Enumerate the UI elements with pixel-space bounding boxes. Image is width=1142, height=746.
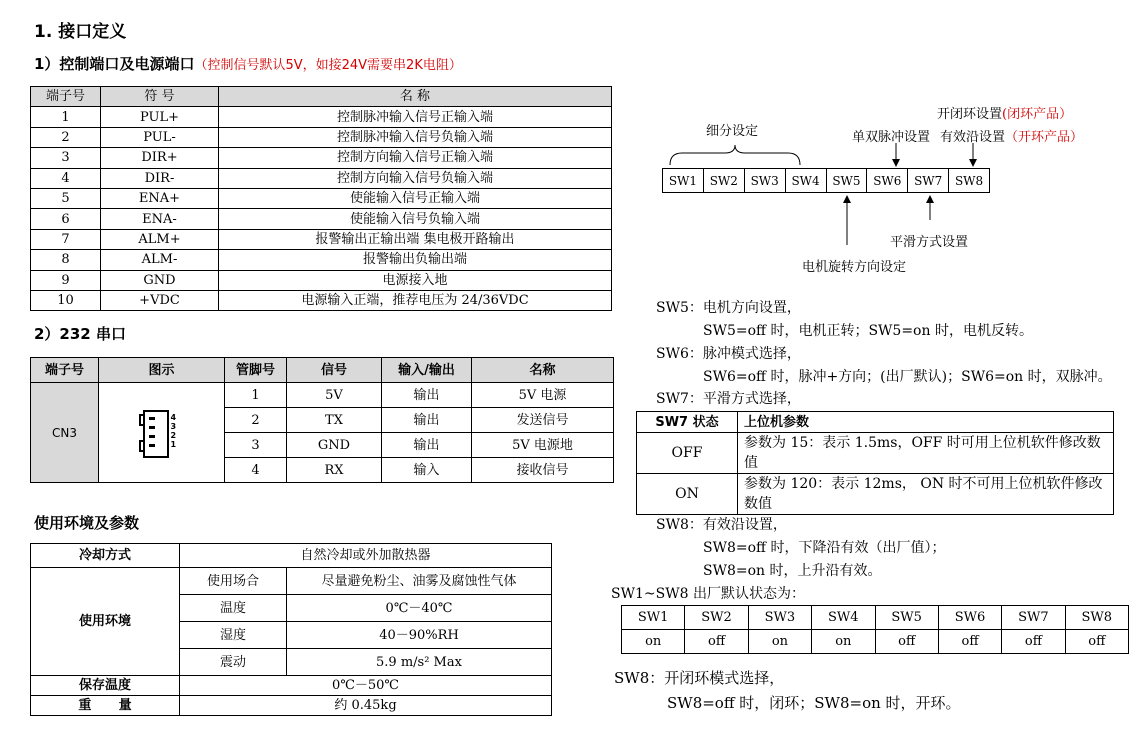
table-row <box>31 107 612 127</box>
dip-sw8: SW8 <box>949 169 990 193</box>
dip-sw1: SW1 <box>663 169 704 193</box>
cell: 5.9 m/s² Max <box>287 649 552 676</box>
label-sw8-text: 开闭环设置 <box>937 107 1003 122</box>
table-row <box>31 168 612 188</box>
cell: 5V <box>287 383 382 408</box>
sw7-off: OFF <box>637 433 738 474</box>
serial-port-title: 2）232 串口 <box>34 325 126 343</box>
cell: 温度 <box>180 595 287 622</box>
header-signal: 信号 <box>287 358 382 383</box>
header-symbol: 符 号 <box>101 87 219 107</box>
cell: 输出 <box>382 408 472 433</box>
sw7-on-desc: 参数为 120：表示 12ms， ON 时不可用上位机软件修改数值 <box>738 474 1114 515</box>
table-row <box>31 188 612 208</box>
cell: +VDC <box>101 290 219 310</box>
serial-port-table <box>30 357 614 483</box>
cell: SW8 <box>1065 606 1128 630</box>
header-terminal: 端子号 <box>31 358 99 383</box>
storage-label: 保存温度 <box>31 676 180 696</box>
label-sw6: 单双脉冲设置 <box>852 130 931 145</box>
sw7-header-param: 上位机参数 <box>738 412 1114 433</box>
cell: SW6 <box>938 606 1001 630</box>
cell: 输出 <box>382 383 472 408</box>
cell: 接收信号 <box>472 458 614 483</box>
sw7-header-state: SW7 状态 <box>637 412 738 433</box>
label-subdivision: 细分设定 <box>706 124 759 139</box>
pin-label: 3 <box>170 421 177 431</box>
cell: 震动 <box>180 649 287 676</box>
cell: RX <box>287 458 382 483</box>
sw8-line2: SW8=on 时，上升沿有效。 <box>703 563 882 579</box>
table-row <box>31 568 552 595</box>
defaults-state-row <box>622 630 1129 654</box>
dip-sw4: SW4 <box>785 169 826 193</box>
cooling-value: 自然冷却或外加散热器 <box>180 544 552 568</box>
header-io: 输入/输出 <box>382 358 472 383</box>
cell: 报警输出正输出端 集电极开路输出 <box>219 229 612 249</box>
cell: 6 <box>31 209 101 229</box>
sw7-on: ON <box>637 474 738 515</box>
cell: 3 <box>31 148 101 168</box>
weight-value: 约 0.45kg <box>180 696 552 716</box>
table-row <box>31 250 612 270</box>
pin-label: 1 <box>170 439 177 449</box>
cell: off <box>875 630 938 654</box>
cell: off <box>1002 630 1065 654</box>
defaults-title: SW1~SW8 出厂默认状态为： <box>611 586 805 602</box>
cooling-label: 冷却方式 <box>31 544 180 568</box>
label-sw7 <box>940 126 1083 145</box>
table-row <box>31 696 552 716</box>
cell: off <box>685 630 748 654</box>
cell: DIR+ <box>101 148 219 168</box>
connector-diagram <box>99 383 225 483</box>
cell: TX <box>287 408 382 433</box>
cell: 3 <box>225 433 287 458</box>
cell: GND <box>287 433 382 458</box>
label-direction: 电机旋转方向设定 <box>802 260 907 275</box>
dip-sw3: SW3 <box>744 169 785 193</box>
cell: 控制脉冲输入信号负输入端 <box>219 127 612 147</box>
header-diagram: 图示 <box>99 358 225 383</box>
control-port-title-text: 1）控制端口及电源端口 <box>34 55 195 73</box>
label-sw7-red: （开环产品） <box>1005 130 1084 145</box>
cell: 输出 <box>382 433 472 458</box>
cell: ENA+ <box>101 188 219 208</box>
header-name: 名称 <box>472 358 614 383</box>
environment-table <box>30 543 552 716</box>
dip-sw6: SW6 <box>867 169 908 193</box>
cell: 5 <box>31 188 101 208</box>
cell: DIR- <box>101 168 219 188</box>
table-header-row <box>31 358 614 383</box>
cell: SW2 <box>685 606 748 630</box>
env-label: 使用环境 <box>31 568 180 676</box>
label-sw7-text: 有效沿设置 <box>940 130 1006 145</box>
sw8-loop-detail: SW8=off 时，闭环；SW8=on 时，开环。 <box>667 694 961 712</box>
cell: 1 <box>225 383 287 408</box>
section-title: 1. 接口定义 <box>34 22 127 42</box>
header-name: 名 称 <box>219 87 612 107</box>
sw6-title: SW6：脉冲模式选择， <box>656 346 801 362</box>
dip-sw7: SW7 <box>908 169 949 193</box>
defaults-header-row <box>622 606 1129 630</box>
table-row <box>31 148 612 168</box>
cell: off <box>938 630 1001 654</box>
cell: 使能输入信号负输入端 <box>219 209 612 229</box>
header-pin: 管脚号 <box>225 358 287 383</box>
dip-sw2: SW2 <box>703 169 744 193</box>
cell: on <box>748 630 811 654</box>
sw8-line1: SW8=off 时，下降沿有效（出厂值）； <box>703 540 946 556</box>
sw8-loop-title: SW8：开闭环模式选择， <box>614 669 785 687</box>
cell: SW4 <box>812 606 875 630</box>
defaults-table <box>621 605 1129 654</box>
environment-title: 使用环境及参数 <box>34 514 140 532</box>
cell: off <box>1065 630 1128 654</box>
cell: GND <box>101 270 219 290</box>
dip-switch-row <box>662 168 990 193</box>
sw7-table <box>636 411 1114 515</box>
table-row <box>31 127 612 147</box>
cell: 控制脉冲输入信号正输入端 <box>219 107 612 127</box>
sw7-off-desc: 参数为 15：表示 1.5ms，OFF 时可用上位机软件修改数值 <box>738 433 1114 474</box>
cell: 5V 电源地 <box>472 433 614 458</box>
cell: ALM+ <box>101 229 219 249</box>
label-sw8-red: (闭环产品） <box>1002 107 1073 122</box>
label-smooth: 平滑方式设置 <box>890 235 969 250</box>
cell: on <box>812 630 875 654</box>
sw6-detail: SW6=off 时，脉冲+方向；(出厂默认)；SW6=on 时，双脉冲。 <box>703 369 1112 385</box>
label-sw8 <box>937 103 1072 122</box>
table-row <box>31 544 552 568</box>
cell: 使用场合 <box>180 568 287 595</box>
cell: 8 <box>31 250 101 270</box>
connector-icon <box>137 404 187 462</box>
table-row <box>31 209 612 229</box>
cell: 尽量避免粉尘、油雾及腐蚀性气体 <box>287 568 552 595</box>
cell: 5V 电源 <box>472 383 614 408</box>
cell: 控制方向输入信号正输入端 <box>219 148 612 168</box>
cell: SW1 <box>622 606 685 630</box>
cell: SW5 <box>875 606 938 630</box>
pin-label: 2 <box>170 430 177 440</box>
cell: 报警输出负输出端 <box>219 250 612 270</box>
cell: 40－90%RH <box>287 622 552 649</box>
cell: PUL+ <box>101 107 219 127</box>
control-port-note: （控制信号默认5V，如接24V需要串2K电阻） <box>194 58 462 73</box>
cell: 电源输入正端，推荐电压为 24/36VDC <box>219 290 612 310</box>
table-row <box>31 676 552 696</box>
cell: ALM- <box>101 250 219 270</box>
table-row <box>31 383 614 408</box>
sw8-title: SW8：有效沿设置， <box>656 517 787 533</box>
control-port-table <box>30 86 612 311</box>
terminal-cn3: CN3 <box>31 383 99 483</box>
table-row <box>31 290 612 310</box>
sw5-detail: SW5=off 时，电机正转；SW5=on 时，电机反转。 <box>703 323 1033 339</box>
cell: 使能输入信号正输入端 <box>219 188 612 208</box>
cell: 发送信号 <box>472 408 614 433</box>
cell: 9 <box>31 270 101 290</box>
table-row <box>31 229 612 249</box>
cell: ENA- <box>101 209 219 229</box>
cell: 2 <box>225 408 287 433</box>
pin-label: 4 <box>170 412 177 422</box>
cell: 湿度 <box>180 622 287 649</box>
sw5-title: SW5：电机方向设置， <box>656 300 801 316</box>
cell: 4 <box>31 168 101 188</box>
cell: 7 <box>31 229 101 249</box>
table-header-row <box>31 87 612 107</box>
control-port-title <box>34 53 462 74</box>
cell: 4 <box>225 458 287 483</box>
cell: on <box>622 630 685 654</box>
cell: 控制方向输入信号负输入端 <box>219 168 612 188</box>
cell: 1 <box>31 107 101 127</box>
cell: 2 <box>31 127 101 147</box>
dip-sw5: SW5 <box>826 169 867 193</box>
cell: SW7 <box>1002 606 1065 630</box>
table-row <box>31 270 612 290</box>
cell: 0℃－40℃ <box>287 595 552 622</box>
cell: PUL- <box>101 127 219 147</box>
storage-value: 0℃－50℃ <box>180 676 552 696</box>
header-terminal: 端子号 <box>31 87 101 107</box>
weight-label: 重 量 <box>31 696 180 716</box>
cell: 10 <box>31 290 101 310</box>
sw7-title: SW7：平滑方式选择， <box>656 391 801 407</box>
cell: 电源接入地 <box>219 270 612 290</box>
cell: 输入 <box>382 458 472 483</box>
cell: SW3 <box>748 606 811 630</box>
